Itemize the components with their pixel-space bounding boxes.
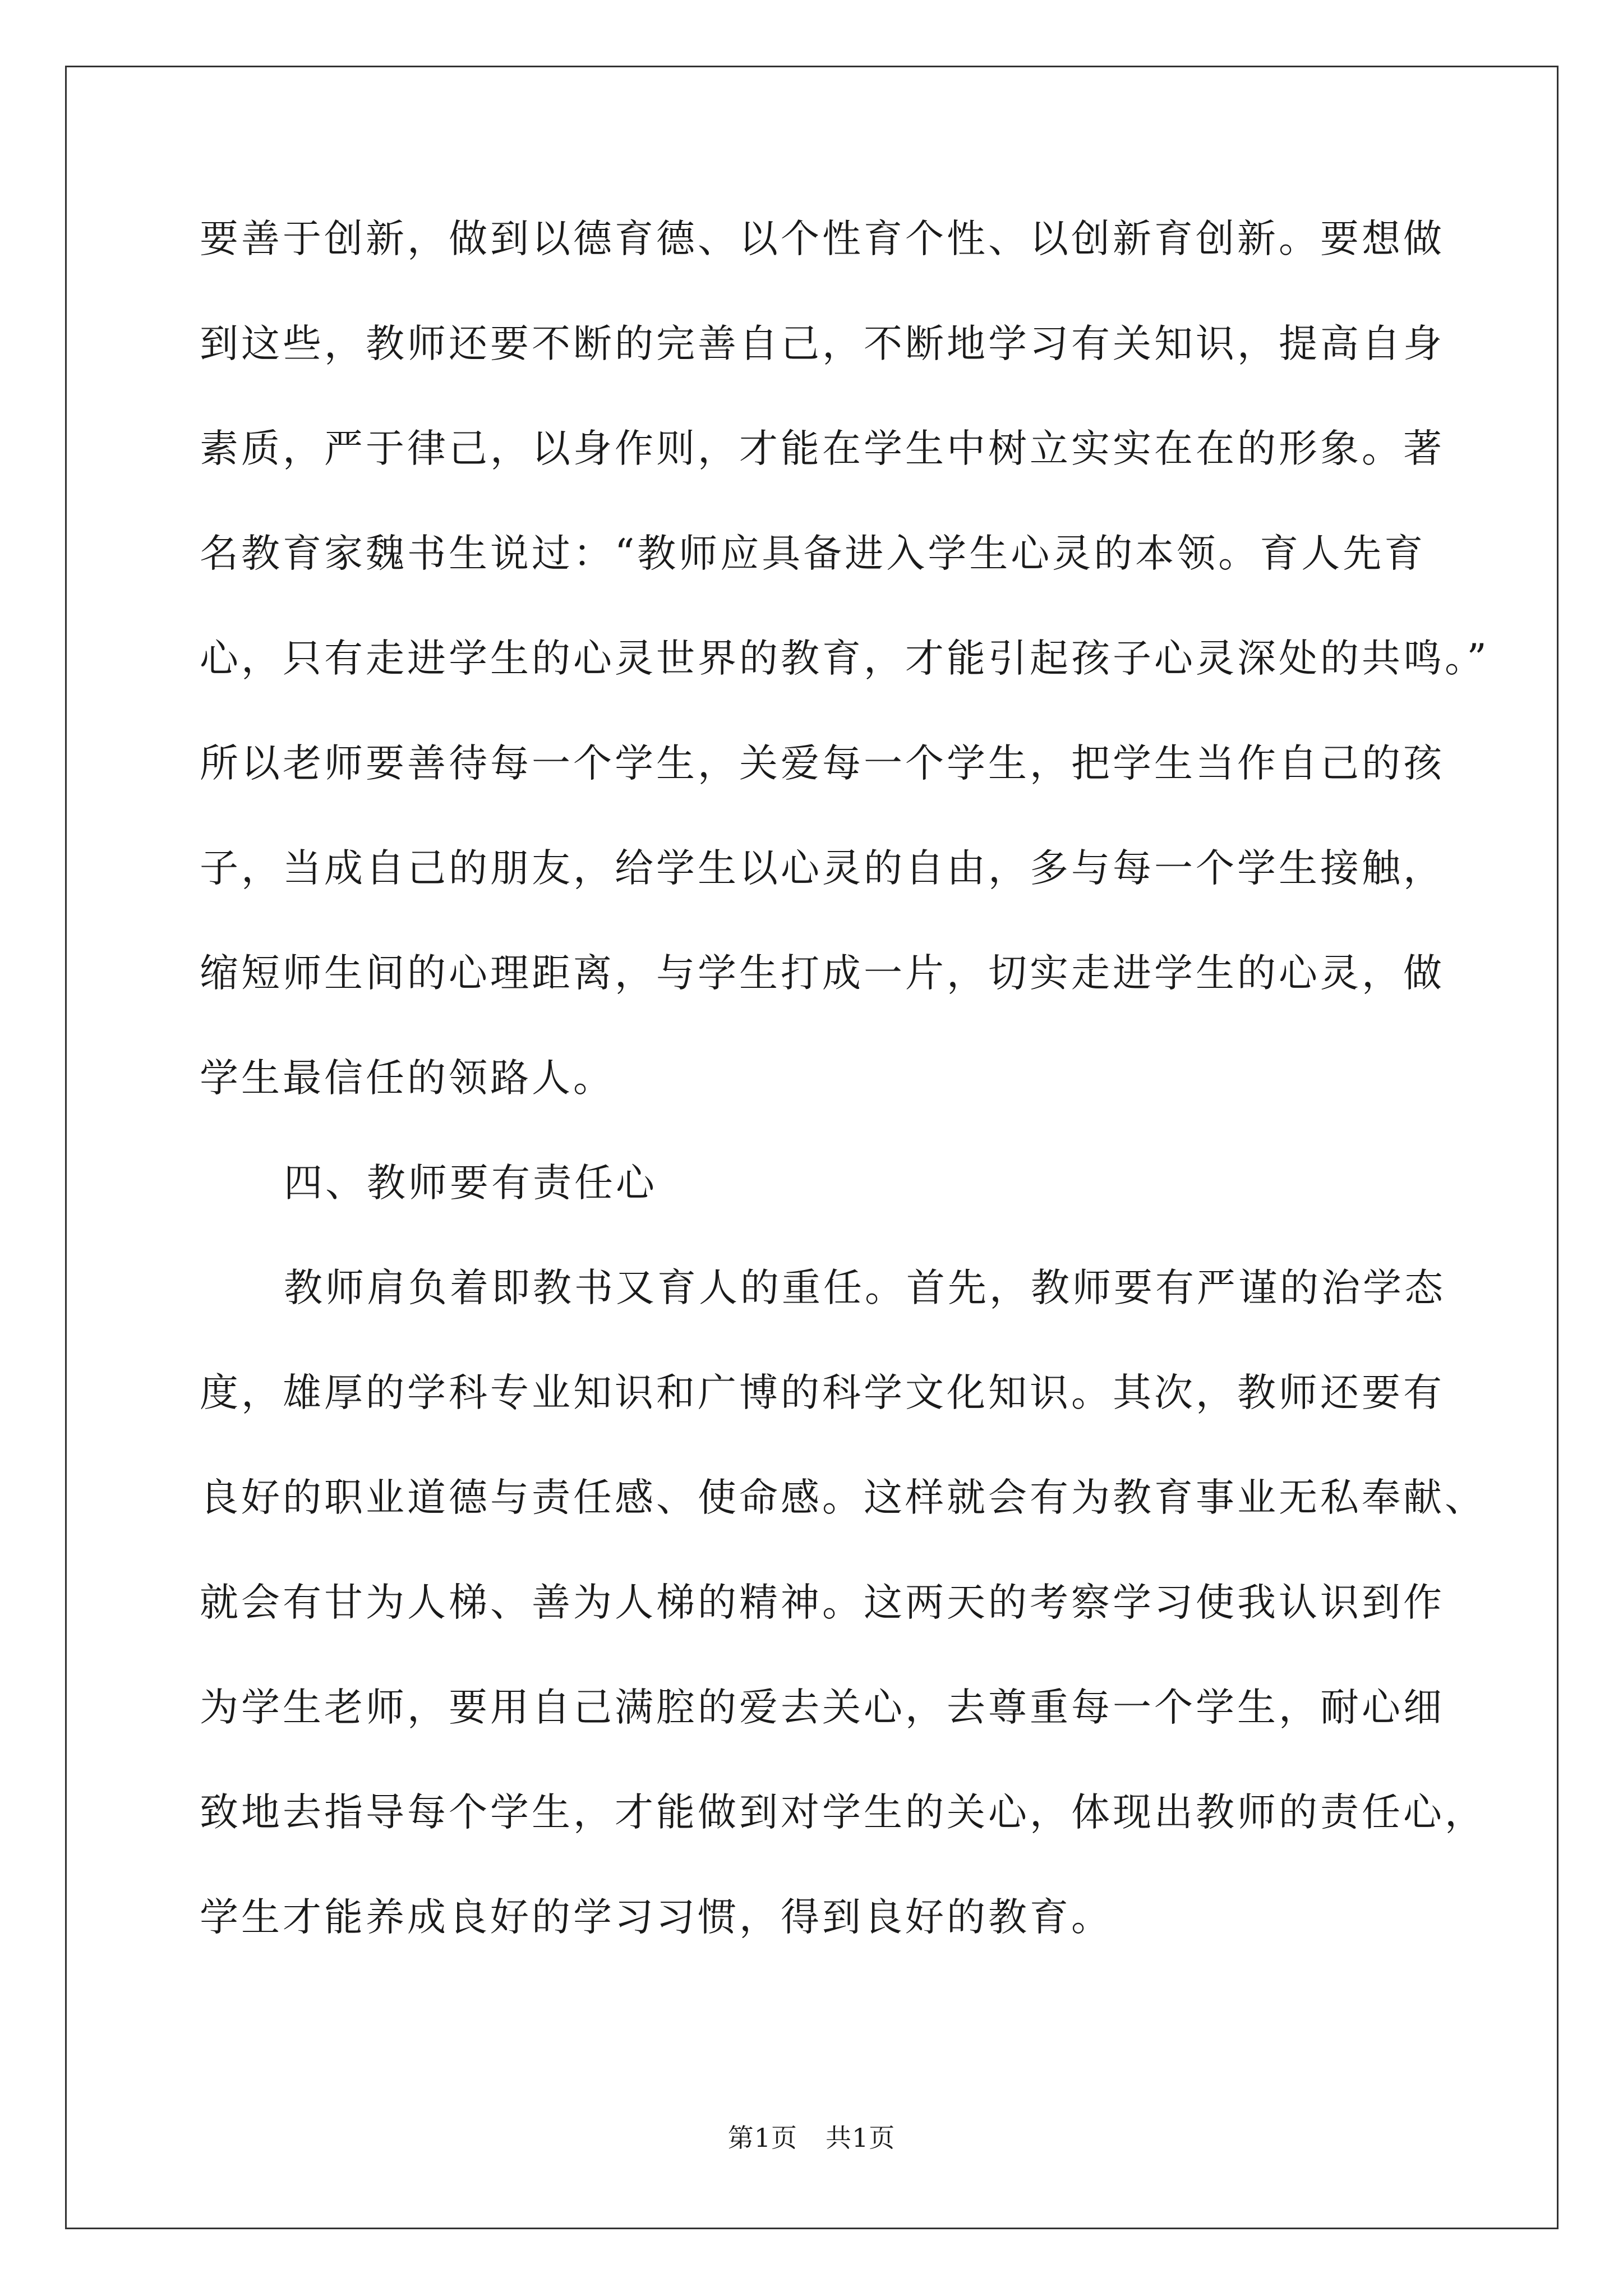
section-heading: 四、教师要有责任心 [284,1161,657,1205]
page-footer [0,2125,1623,2151]
text-line: 良好的职业道德与责任感、使命感。这样就会有为教育事业无私奉献、 [200,1475,1486,1520]
text-line: 到这些，教师还要不断的完善自己，不断地学习有关知识，提高自身 [200,321,1445,366]
text-line: 所以老师要善待每一个学生，关爱每一个学生，把学生当作自己的孩 [200,741,1445,786]
text-line: 名教育家魏书生说过：“教师应具备进入学生心灵的本领。育人先育 [200,531,1426,576]
text-line: 素质，严于律己，以身作则，才能在学生中树立实实在在的形象。著 [200,426,1445,471]
text-line: 子，当成自己的朋友，给学生以心灵的自由，多与每一个学生接触， [200,846,1445,891]
text-line: 致地去指导每个学生，才能做到对学生的关心，体现出教师的责任心， [200,1790,1486,1835]
text-line: 就会有甘为人梯、善为人梯的精神。这两天的考察学习使我认识到作 [200,1580,1445,1625]
text-line: 教师肩负着即教书又育人的重任。首先，教师要有严谨的治学态 [284,1266,1446,1310]
page-total: 共1页 [826,2123,896,2153]
document-body [200,217,1490,2003]
text-line: 缩短师生间的心理距离，与学生打成一片，切实走进学生的心灵，做 [200,951,1445,996]
text-line: 学生最信任的领路人。 [200,1056,615,1101]
text-line: 学生才能养成良好的学习习惯，得到良好的教育。 [200,1895,1113,1940]
text-line: 要善于创新，做到以德育德、以个性育个性、以创新育创新。要想做 [200,217,1445,261]
page-number: 第1页 [727,2123,797,2153]
text-line: 为学生老师，要用自己满腔的爱去关心，去尊重每一个学生，耐心细 [200,1685,1445,1730]
text-line: 度，雄厚的学科专业知识和广博的科学文化知识。其次，教师还要有 [200,1370,1445,1415]
text-line: 心，只有走进学生的心灵世界的教育，才能引起孩子心灵深处的共鸣。” [200,636,1490,681]
